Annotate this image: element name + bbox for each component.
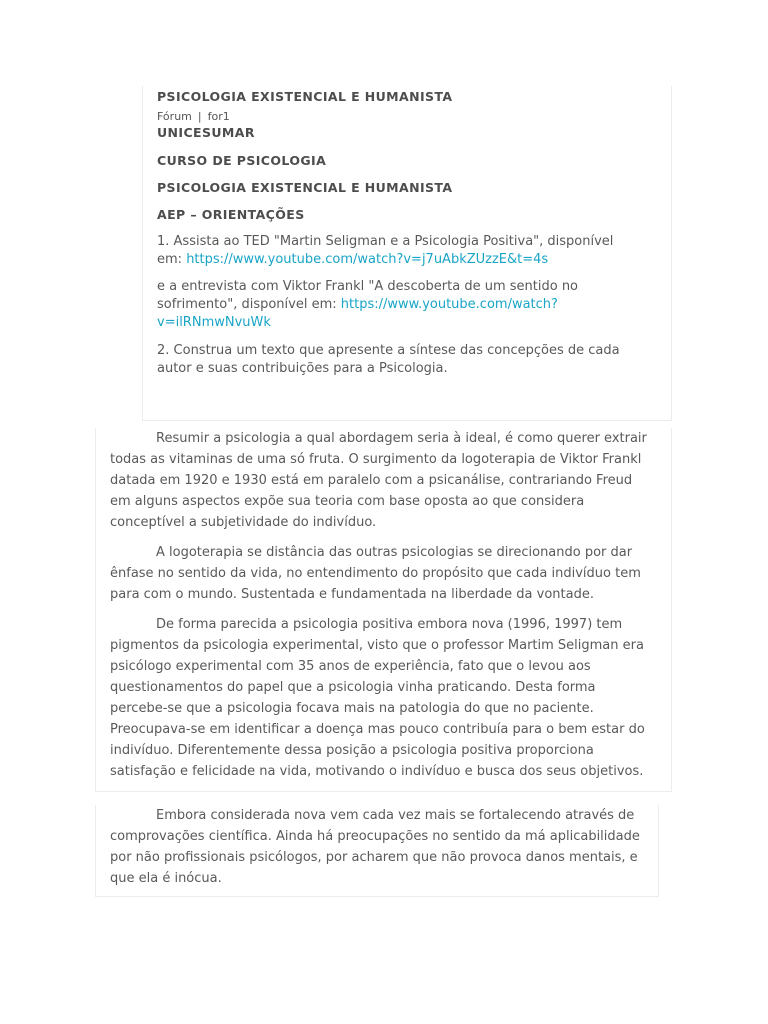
instruction-item-2: 2. Construa um texto que apresente a síntese das concepções de cada autor e suas contribuições para a Psicologia. [157,343,620,376]
forum-link[interactable]: Fórum [157,110,192,123]
reply-paragraph-4: Embora considerada nova vem cada vez mais se fortalecendo através de comprovações científica. Ainda há preocupações no sentido da má aplicabilidade por não profissionais psicólogos, por acharem que não provoca danos mentais, e que ela é inócua. [110,808,640,886]
heading-curso: CURSO DE PSICOLOGIA [157,153,327,168]
frankl-video-link[interactable]: https://www.youtube.com/watch?v=ilRNmwNvuWk [157,297,558,330]
ted-video-link[interactable]: https://www.youtube.com/watch?v=j7uAbkZUzzE&t=4s [186,252,549,267]
topic-label[interactable]: for1 [207,110,230,123]
reply-paragraph-3: De forma parecida a psicologia positiva embora nova (1996, 1997) tem pigmentos da psicologia experimental, visto que o professor Martim Seligman era psicólogo experimental com 35 anos de experiência, fato que o levou aos questionamentos do papel que a psicologia vinha praticando. Desta forma percebe-se que a psicologia focava mais na patologia do que no paciente. Preocupava-se em identificar a doença mas pouco contribuía para o bem estar do indivíduo. Diferentemente dessa posição a psicologia positiva proporciona satisfação e felicidade na vida, motivando o indivíduo e busca dos seus objetivos. [110,617,645,779]
instruction-item-1-text: 1. Assista ao TED "Martin Seligman e a Psicologia Positiva", disponível em: [157,234,614,267]
instruction-item-1b-text: e a entrevista com Viktor Frankl "A descoberta de um sentido no sofrimento", disponível em: [157,279,579,312]
reply-card-1-content [110,428,655,782]
heading-aep: AEP – ORIENTAÇÕES [157,207,305,222]
instruction-item-1 [157,233,637,269]
forum-post-content [157,89,637,378]
post-meta [157,110,637,124]
reply-card-2-content [110,805,645,889]
reply-card-2 [95,805,659,897]
post-title: PSICOLOGIA EXISTENCIAL E HUMANISTA [157,89,453,104]
heading-unicesumar: UNICESUMAR [157,125,255,140]
reply-card-1 [95,428,672,792]
meta-separator: | [197,110,202,123]
reply-paragraph-2: A logoterapia se distância das outras psicologias se direcionando por dar ênfase no sentido da vida, no entendimento do propósito que cada indivíduo tem para com o mundo. Sustentada e fundamentada na liberdade da vontade. [110,545,641,602]
reply-paragraph-1: Resumir a psicologia a qual abordagem seria à ideal, é como querer extrair todas as vitaminas de uma só fruta. O surgimento da logoterapia de Viktor Frankl datada em 1920 e 1930 está em paralelo com a psicanálise, contrariando Freud em alguns aspectos expõe sua teoria com base oposta ao que considera conceptível a subjetividade do indivíduo. [110,431,647,530]
instruction-item-1b [157,278,637,332]
forum-post-card [142,86,672,421]
heading-disciplina: PSICOLOGIA EXISTENCIAL E HUMANISTA [157,180,453,195]
